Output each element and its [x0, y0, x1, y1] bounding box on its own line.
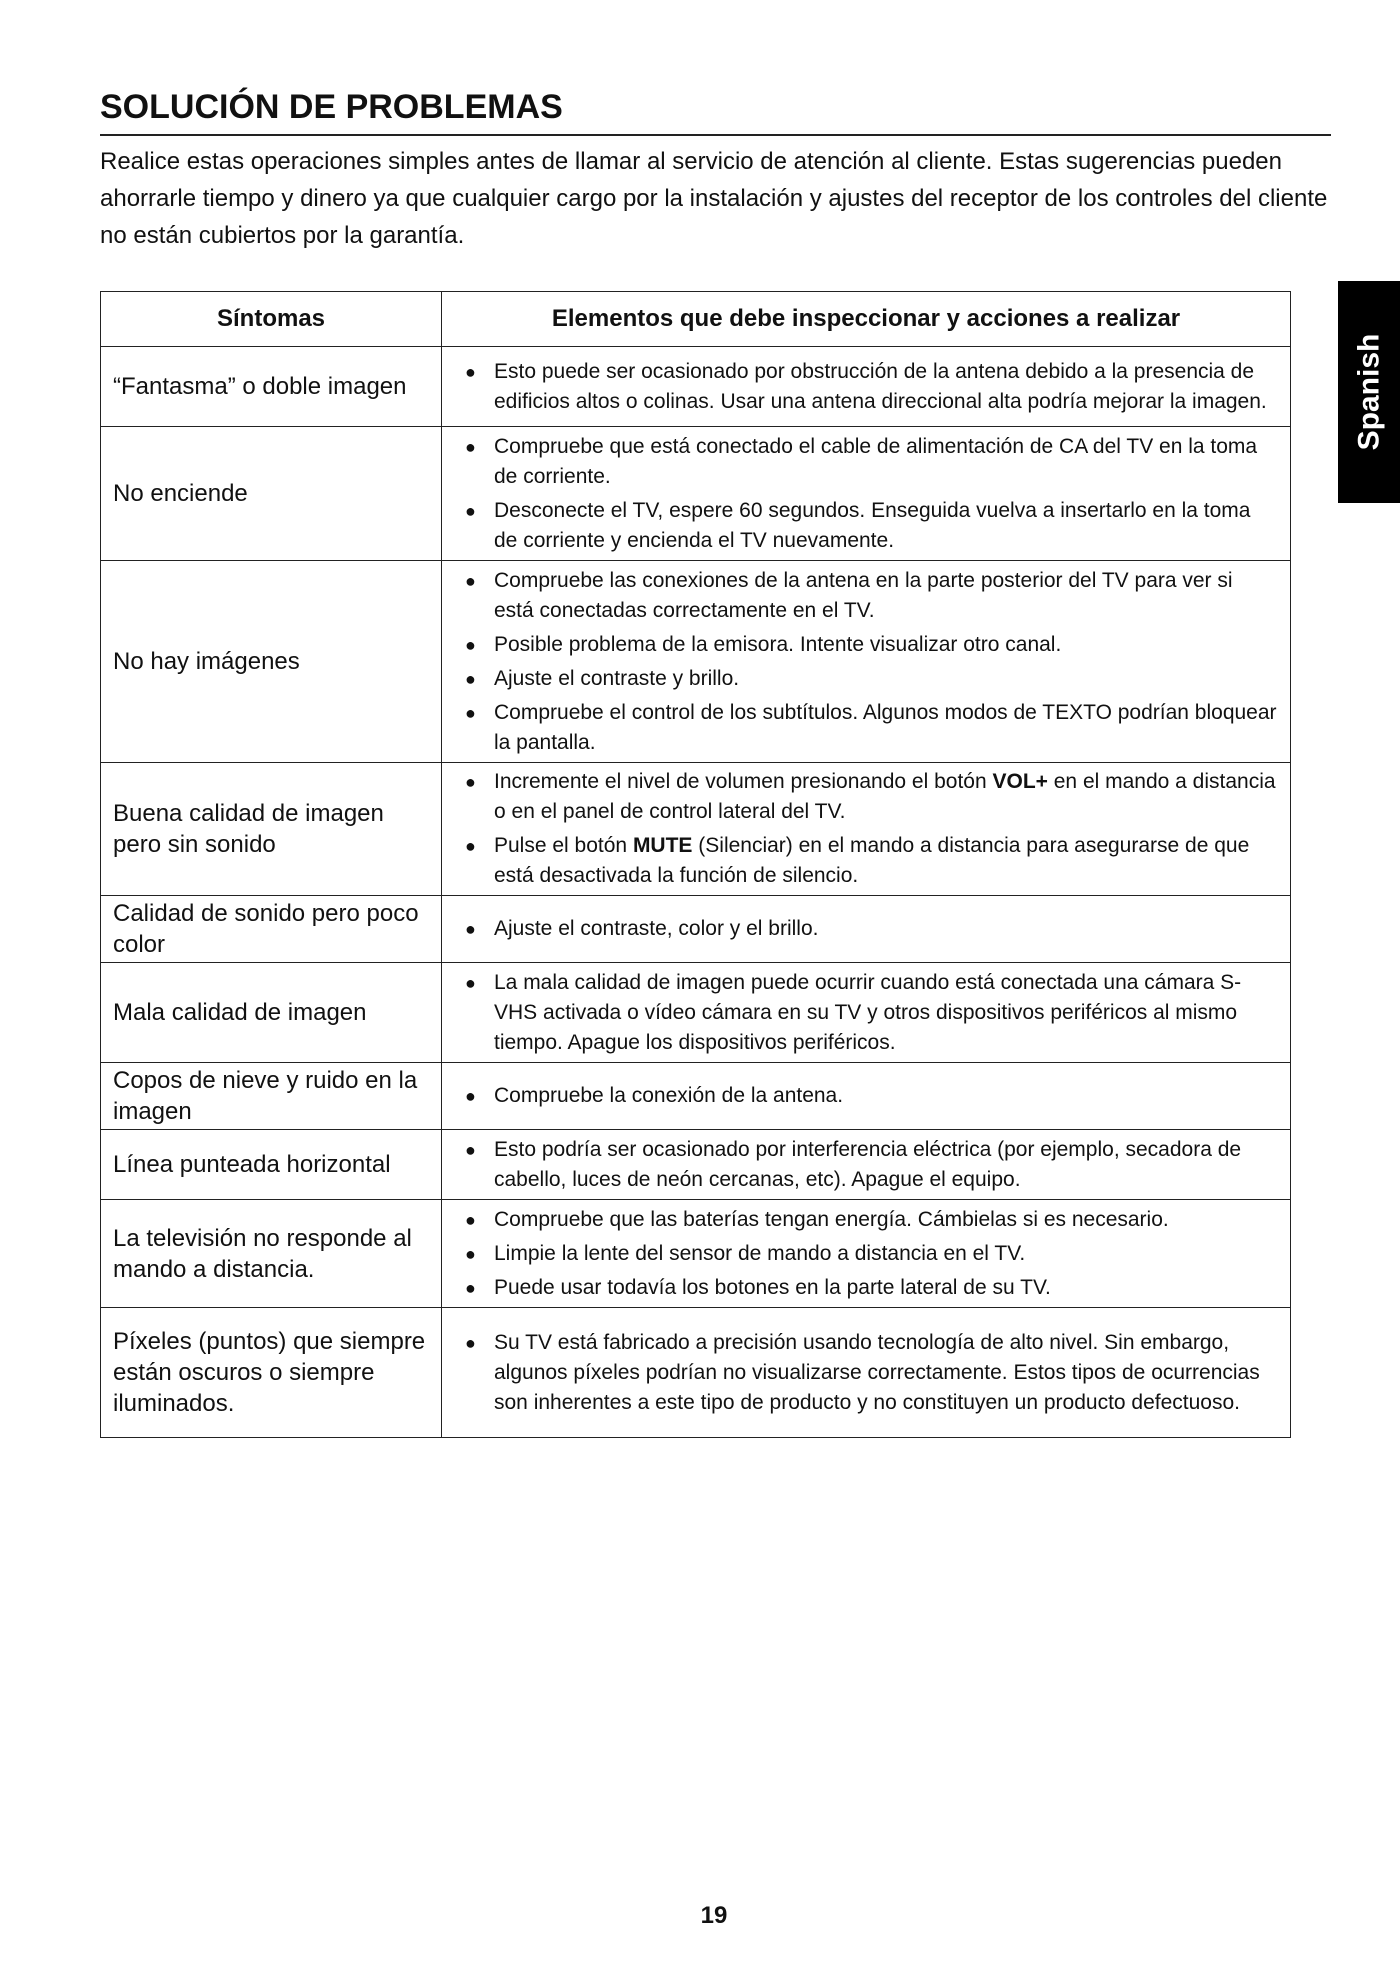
bullet-icon: ● [465, 668, 476, 689]
actions-cell [442, 1063, 1291, 1130]
action-list [452, 914, 1278, 944]
page-title: SOLUCIÓN DE PROBLEMAS [100, 88, 563, 126]
troubleshooting-table [100, 291, 1291, 1438]
action-item [452, 914, 1278, 944]
symptom-cell: La televisión no responde al mando a distancia. [101, 1200, 442, 1308]
action-item [452, 496, 1278, 556]
table-header-row [101, 292, 1291, 347]
bullet-icon: ● [465, 919, 476, 939]
title-divider [100, 134, 1331, 136]
action-text: Desconecte el TV, espere 60 segundos. Enseguida vuelva a insertarlo en la toma de corriente y encienda el TV nuevamente. [494, 498, 1251, 552]
table-row [101, 1308, 1291, 1438]
action-list [452, 357, 1278, 417]
bullet-icon: ● [465, 772, 476, 792]
action-item [452, 1205, 1278, 1235]
symptom-cell: Píxeles (puntos) que siempre están oscuros o siempre iluminados. [101, 1308, 442, 1438]
action-item [452, 1081, 1278, 1111]
actions-cell [442, 1308, 1291, 1438]
action-text: Ajuste el contraste y brillo. [494, 666, 740, 690]
action-list [452, 968, 1278, 1058]
action-list [452, 566, 1278, 758]
table-row [101, 347, 1291, 427]
header-symptoms: Síntomas [101, 292, 442, 347]
symptom-cell: Copos de nieve y ruido en la imagen [101, 1063, 442, 1130]
action-list [452, 1328, 1278, 1418]
action-text: Posible problema de la emisora. Intente visualizar otro canal. [494, 632, 1062, 656]
symptom-cell: Calidad de sonido pero poco color [101, 896, 442, 963]
symptom-cell: “Fantasma” o doble imagen [101, 347, 442, 427]
action-text: Compruebe la conexión de la antena. [494, 1084, 844, 1107]
bullet-icon: ● [465, 570, 476, 591]
table-row [101, 1063, 1291, 1130]
bullet-icon: ● [465, 836, 476, 856]
action-item [452, 1239, 1278, 1269]
action-text: Esto podría ser ocasionado por interferencia eléctrica (por ejemplo, secadora de cabello, luces de neón cercanas, etc). Apague el equipo. [494, 1137, 1242, 1191]
table-body [101, 347, 1291, 1438]
bullet-icon: ● [465, 1243, 476, 1264]
actions-cell [442, 896, 1291, 963]
page-number: 19 [700, 1902, 728, 1929]
symptom-cell: Buena calidad de imagen pero sin sonido [101, 763, 442, 896]
table-row [101, 763, 1291, 896]
bullet-icon: ● [465, 436, 476, 457]
action-item [452, 664, 1278, 694]
action-text: Pulse el botón [494, 834, 633, 857]
bullet-icon: ● [465, 972, 476, 993]
action-item [452, 1135, 1278, 1195]
symptom-cell: Mala calidad de imagen [101, 963, 442, 1063]
action-text-continued: en el mando a distancia o en el panel de control lateral del TV. [494, 770, 1276, 823]
action-text: Compruebe el control de los subtítulos. Algunos modos de TEXTO podrían bloquear la pantalla. [494, 700, 1277, 754]
action-text: Su TV está fabricado a precisión usando tecnología de alto nivel. Sin embargo, algunos píxeles podrían no visualizarse correctamente. Estos tipos de ocurrencias son inherentes a este tipo de producto y no constituyen un producto defectuoso. [494, 1330, 1260, 1414]
table-row [101, 963, 1291, 1063]
bullet-icon: ● [465, 1086, 476, 1106]
action-text: Limpie la lente del sensor de mando a distancia en el TV. [494, 1241, 1026, 1265]
language-tab-label: Spanish [1352, 333, 1386, 451]
action-text: Compruebe que está conectado el cable de alimentación de CA del TV en la toma de corriente. [494, 434, 1258, 488]
table-row [101, 1200, 1291, 1308]
action-text: Compruebe que las baterías tengan energía. Cámbielas si es necesario. [494, 1207, 1169, 1231]
intro-paragraph: Realice estas operaciones simples antes de llamar al servicio de atención al cliente. Estas sugerencias pueden ahorrarle tiempo y dinero ya que cualquier cargo por la instalación y ajustes del receptor de los controles del cliente no están cubiertos por la garantía. [100, 148, 1328, 249]
button-name-emphasis: MUTE [632, 834, 693, 857]
actions-cell [442, 427, 1291, 561]
action-item [452, 831, 1278, 891]
action-item [452, 630, 1278, 660]
action-item [452, 767, 1278, 827]
language-tab [1338, 281, 1400, 503]
action-item [452, 1273, 1278, 1303]
actions-cell [442, 763, 1291, 896]
bullet-icon: ● [465, 1332, 476, 1353]
actions-cell [442, 561, 1291, 763]
bullet-icon: ● [465, 361, 476, 382]
action-text: Incremente el nivel de volumen presionando el botón [494, 770, 993, 793]
symptom-cell: Línea punteada horizontal [101, 1130, 442, 1200]
table-row [101, 561, 1291, 763]
action-text: La mala calidad de imagen puede ocurrir cuando está conectada una cámara S-VHS activada o vídeo cámara en su TV y otros dispositivos periféricos al mismo tiempo. Apague los dispositivos periféricos. [494, 970, 1242, 1054]
action-text: Puede usar todavía los botones en la parte lateral de su TV. [494, 1275, 1051, 1299]
action-item [452, 432, 1278, 492]
bullet-icon: ● [465, 1139, 476, 1160]
table-row [101, 1130, 1291, 1200]
table-row [101, 896, 1291, 963]
action-list [452, 1081, 1278, 1111]
bullet-icon: ● [465, 702, 476, 723]
action-item [452, 566, 1278, 626]
action-item [452, 1328, 1278, 1418]
action-item [452, 357, 1278, 417]
table-row [101, 427, 1291, 561]
action-list [452, 1135, 1278, 1195]
action-text: Ajuste el contraste, color y el brillo. [494, 917, 819, 940]
bullet-icon: ● [465, 1277, 476, 1298]
action-list [452, 767, 1278, 891]
actions-cell [442, 1200, 1291, 1308]
actions-cell [442, 347, 1291, 427]
actions-cell [442, 963, 1291, 1063]
symptom-cell: No enciende [101, 427, 442, 561]
action-item [452, 698, 1278, 758]
symptom-cell: No hay imágenes [101, 561, 442, 763]
action-text-continued: (Silenciar) en el mando a distancia para asegurarse de que está desactivada la función de silencio. [494, 834, 1250, 887]
header-actions: Elementos que debe inspeccionar y acciones a realizar [442, 292, 1291, 347]
action-list [452, 1205, 1278, 1303]
bullet-icon: ● [465, 1209, 476, 1230]
action-list [452, 432, 1278, 556]
action-item [452, 968, 1278, 1058]
bullet-icon: ● [465, 634, 476, 655]
button-name-emphasis: VOL+ [992, 770, 1048, 793]
action-text: Esto puede ser ocasionado por obstrucción de la antena debido a la presencia de edificios altos o colinas. Usar una antena direccional alta podría mejorar la imagen. [494, 359, 1267, 413]
actions-cell [442, 1130, 1291, 1200]
bullet-icon: ● [465, 500, 476, 521]
action-text: Compruebe las conexiones de la antena en la parte posterior del TV para ver si está conectadas correctamente en el TV. [494, 568, 1233, 622]
